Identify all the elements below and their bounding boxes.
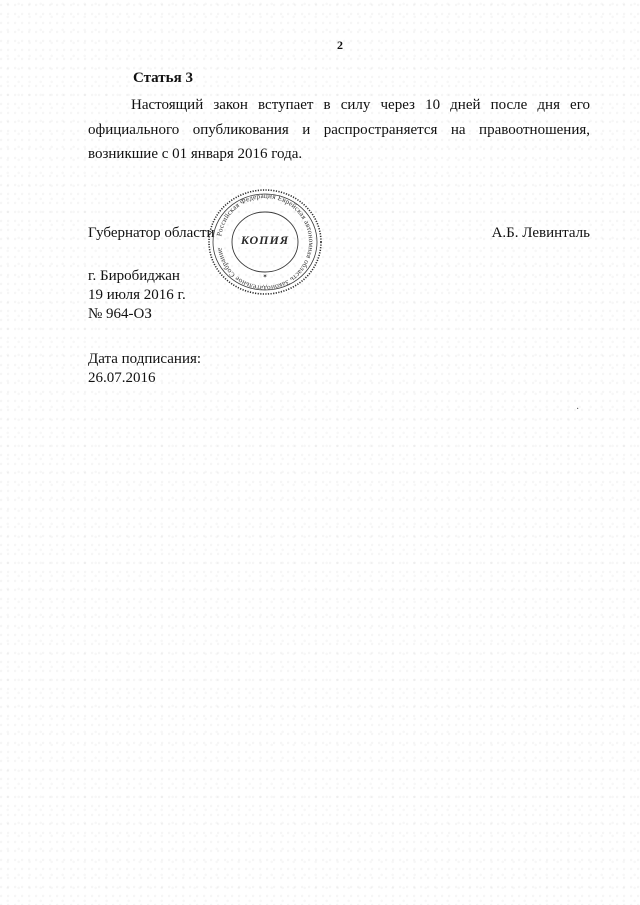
article-title: Статья 3 xyxy=(133,70,193,86)
signing-date-value: 26.07.2016 xyxy=(88,370,156,386)
signatory-name: А.Б. Левинталь xyxy=(491,225,590,241)
official-seal-stamp xyxy=(204,186,326,298)
city: г. Биробиджан xyxy=(88,268,180,284)
page-number: 2 xyxy=(337,38,343,52)
article-body: Настоящий закон вступает в силу через 10 дней после дня его официального опубликования и распространяется на правоотношения, возникшие с 01 января 2016 года. xyxy=(88,97,590,162)
signatory-role: Губернатор области xyxy=(88,225,215,241)
place-date-block xyxy=(88,267,186,324)
scan-speck-icon: · xyxy=(576,404,580,415)
signing-date-block xyxy=(88,350,201,388)
signing-date-label: Дата подписания: xyxy=(88,351,202,367)
seal-center-text: КОПИЯ xyxy=(240,233,290,247)
law-date: 19 июля 2016 г. xyxy=(88,287,186,303)
seal-star-icon: ✶ xyxy=(262,273,268,280)
seal-ring-text: Российская Федерация Еврейская автономная область Законодательное Собрание xyxy=(215,191,316,293)
law-number: № 964-ОЗ xyxy=(88,306,152,322)
